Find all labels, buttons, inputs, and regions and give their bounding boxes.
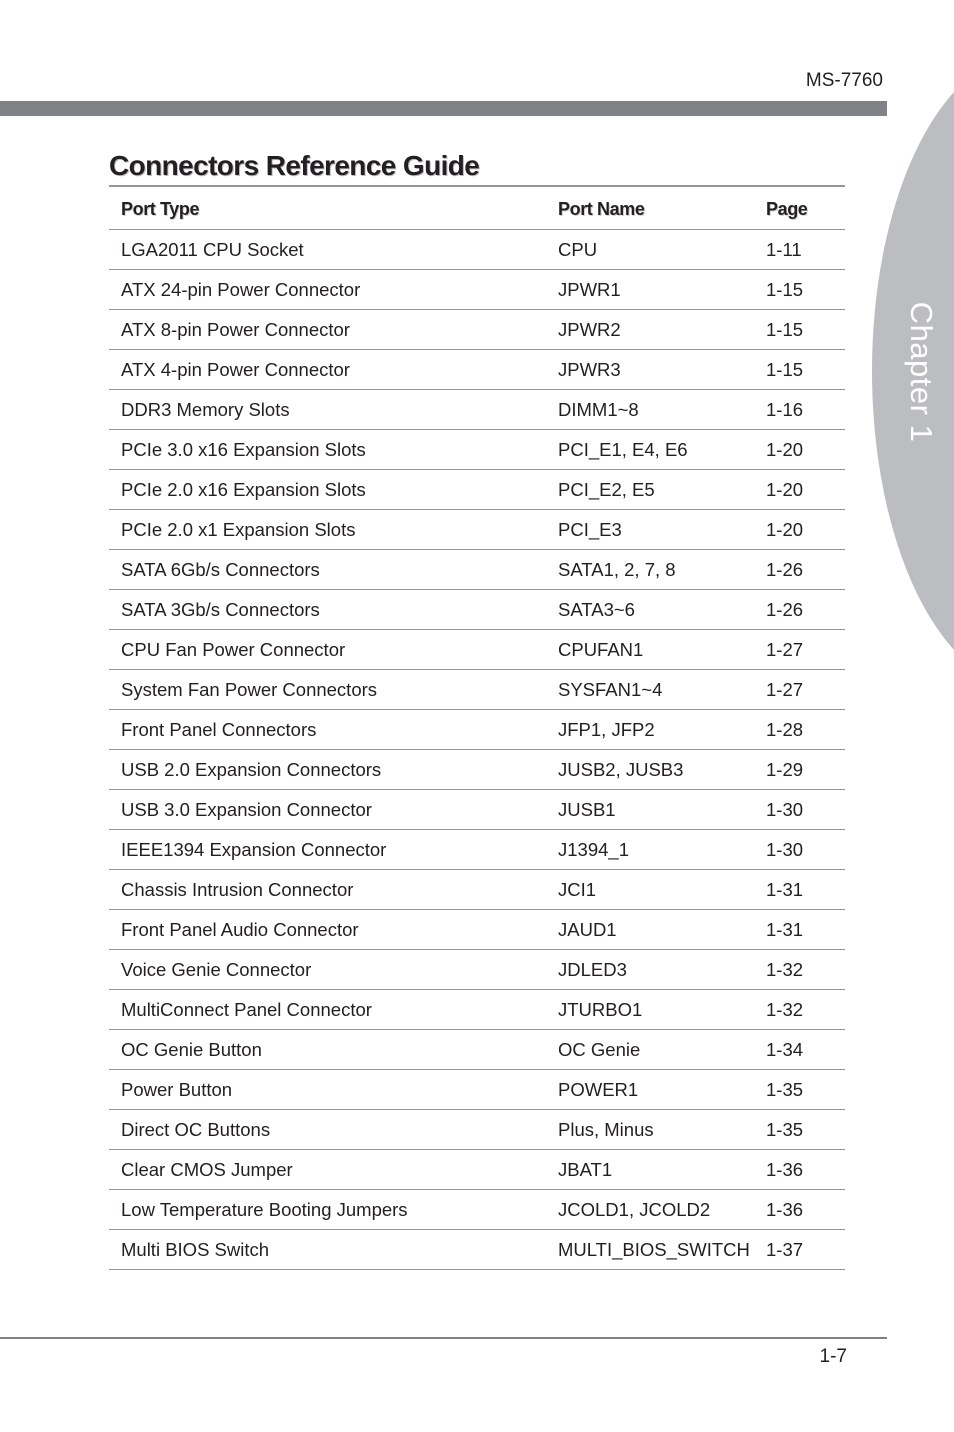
cell-page: 1-34 <box>756 1030 845 1070</box>
cell-port-type: Voice Genie Connector <box>109 950 546 990</box>
cell-port-name: JPWR1 <box>546 270 756 310</box>
cell-page: 1-30 <box>756 790 845 830</box>
cell-port-type: PCIe 2.0 x16 Expansion Slots <box>109 470 546 510</box>
cell-port-name: Plus, Minus <box>546 1110 756 1150</box>
table-row <box>109 390 845 430</box>
cell-port-name: JCI1 <box>546 870 756 910</box>
cell-port-name: JFP1, JFP2 <box>546 710 756 750</box>
footer-divider <box>0 1337 887 1339</box>
cell-port-name: MULTI_BIOS_SWITCH <box>546 1230 756 1270</box>
cell-page: 1-27 <box>756 630 845 670</box>
cell-port-name: JCOLD1, JCOLD2 <box>546 1190 756 1230</box>
table-row <box>109 670 845 710</box>
cell-port-type: System Fan Power Connectors <box>109 670 546 710</box>
table-row <box>109 590 845 630</box>
cell-port-type: ATX 4-pin Power Connector <box>109 350 546 390</box>
cell-page: 1-31 <box>756 870 845 910</box>
cell-port-type: IEEE1394 Expansion Connector <box>109 830 546 870</box>
cell-page: 1-30 <box>756 830 845 870</box>
title-divider <box>109 185 845 187</box>
cell-port-type: DDR3 Memory Slots <box>109 390 546 430</box>
cell-page: 1-32 <box>756 990 845 1030</box>
table-row <box>109 710 845 750</box>
cell-page: 1-26 <box>756 590 845 630</box>
cell-port-type: SATA 3Gb/s Connectors <box>109 590 546 630</box>
cell-page: 1-15 <box>756 350 845 390</box>
cell-page: 1-36 <box>756 1190 845 1230</box>
cell-port-name: JUSB2, JUSB3 <box>546 750 756 790</box>
cell-port-name: JBAT1 <box>546 1150 756 1190</box>
cell-port-type: PCIe 2.0 x1 Expansion Slots <box>109 510 546 550</box>
cell-page: 1-31 <box>756 910 845 950</box>
cell-port-type: Multi BIOS Switch <box>109 1230 546 1270</box>
table-row <box>109 510 845 550</box>
cell-port-name: CPUFAN1 <box>546 630 756 670</box>
table-row <box>109 790 845 830</box>
cell-page: 1-35 <box>756 1070 845 1110</box>
cell-port-type: Power Button <box>109 1070 546 1110</box>
cell-port-name: PCI_E2, E5 <box>546 470 756 510</box>
cell-page: 1-16 <box>756 390 845 430</box>
cell-port-name: SATA1, 2, 7, 8 <box>546 550 756 590</box>
cell-port-name: CPU <box>546 230 756 270</box>
connectors-table <box>109 190 845 1270</box>
cell-port-type: MultiConnect Panel Connector <box>109 990 546 1030</box>
table-row <box>109 470 845 510</box>
cell-port-name: SATA3~6 <box>546 590 756 630</box>
cell-page: 1-28 <box>756 710 845 750</box>
table-row <box>109 750 845 790</box>
cell-port-type: SATA 6Gb/s Connectors <box>109 550 546 590</box>
cell-port-type: OC Genie Button <box>109 1030 546 1070</box>
cell-port-name: DIMM1~8 <box>546 390 756 430</box>
table-row <box>109 1030 845 1070</box>
chapter-label: Chapter 1 <box>904 301 939 443</box>
cell-page: 1-36 <box>756 1150 845 1190</box>
table-row <box>109 910 845 950</box>
cell-port-type: ATX 8-pin Power Connector <box>109 310 546 350</box>
column-header-port-name: Port Name <box>546 190 756 230</box>
table-row <box>109 870 845 910</box>
table-row <box>109 950 845 990</box>
cell-page: 1-35 <box>756 1110 845 1150</box>
table-row <box>109 630 845 670</box>
cell-port-type: Direct OC Buttons <box>109 1110 546 1150</box>
cell-port-type: Front Panel Audio Connector <box>109 910 546 950</box>
cell-page: 1-15 <box>756 270 845 310</box>
table-row <box>109 310 845 350</box>
table-row <box>109 270 845 310</box>
cell-port-name: JUSB1 <box>546 790 756 830</box>
cell-port-type: USB 2.0 Expansion Connectors <box>109 750 546 790</box>
table-row <box>109 230 845 270</box>
model-number: MS-7760 <box>805 70 883 91</box>
cell-port-name: POWER1 <box>546 1070 756 1110</box>
table-row <box>109 550 845 590</box>
table-row <box>109 990 845 1030</box>
table-row <box>109 350 845 390</box>
cell-port-type: CPU Fan Power Connector <box>109 630 546 670</box>
cell-page: 1-20 <box>756 470 845 510</box>
cell-page: 1-26 <box>756 550 845 590</box>
cell-page: 1-27 <box>756 670 845 710</box>
table-body <box>109 230 845 1270</box>
column-header-port-type: Port Type <box>109 190 546 230</box>
table-header-row <box>109 190 845 230</box>
cell-page: 1-15 <box>756 310 845 350</box>
cell-port-name: PCI_E1, E4, E6 <box>546 430 756 470</box>
cell-port-type: LGA2011 CPU Socket <box>109 230 546 270</box>
cell-port-name: JAUD1 <box>546 910 756 950</box>
cell-port-name: JTURBO1 <box>546 990 756 1030</box>
cell-port-name: JPWR2 <box>546 310 756 350</box>
cell-port-name: SYSFAN1~4 <box>546 670 756 710</box>
cell-port-name: JDLED3 <box>546 950 756 990</box>
cell-page: 1-11 <box>756 230 845 270</box>
table-row <box>109 1150 845 1190</box>
cell-port-name: JPWR3 <box>546 350 756 390</box>
cell-port-type: ATX 24-pin Power Connector <box>109 270 546 310</box>
table-row <box>109 1070 845 1110</box>
cell-port-type: Chassis Intrusion Connector <box>109 870 546 910</box>
table-row <box>109 1230 845 1270</box>
header-bar <box>0 101 887 116</box>
section-title: Connectors Reference Guide <box>109 150 480 181</box>
table-row <box>109 1190 845 1230</box>
cell-port-type: PCIe 3.0 x16 Expansion Slots <box>109 430 546 470</box>
cell-page: 1-20 <box>756 430 845 470</box>
cell-port-name: OC Genie <box>546 1030 756 1070</box>
cell-port-type: Clear CMOS Jumper <box>109 1150 546 1190</box>
cell-page: 1-32 <box>756 950 845 990</box>
cell-port-type: Front Panel Connectors <box>109 710 546 750</box>
table-row <box>109 830 845 870</box>
page-number: 1-7 <box>819 1346 847 1367</box>
cell-port-type: Low Temperature Booting Jumpers <box>109 1190 546 1230</box>
table-row <box>109 430 845 470</box>
cell-page: 1-29 <box>756 750 845 790</box>
cell-page: 1-37 <box>756 1230 845 1270</box>
cell-port-type: USB 3.0 Expansion Connector <box>109 790 546 830</box>
table-row <box>109 1110 845 1150</box>
cell-page: 1-20 <box>756 510 845 550</box>
cell-port-name: PCI_E3 <box>546 510 756 550</box>
column-header-page: Page <box>756 190 845 230</box>
cell-port-name: J1394_1 <box>546 830 756 870</box>
